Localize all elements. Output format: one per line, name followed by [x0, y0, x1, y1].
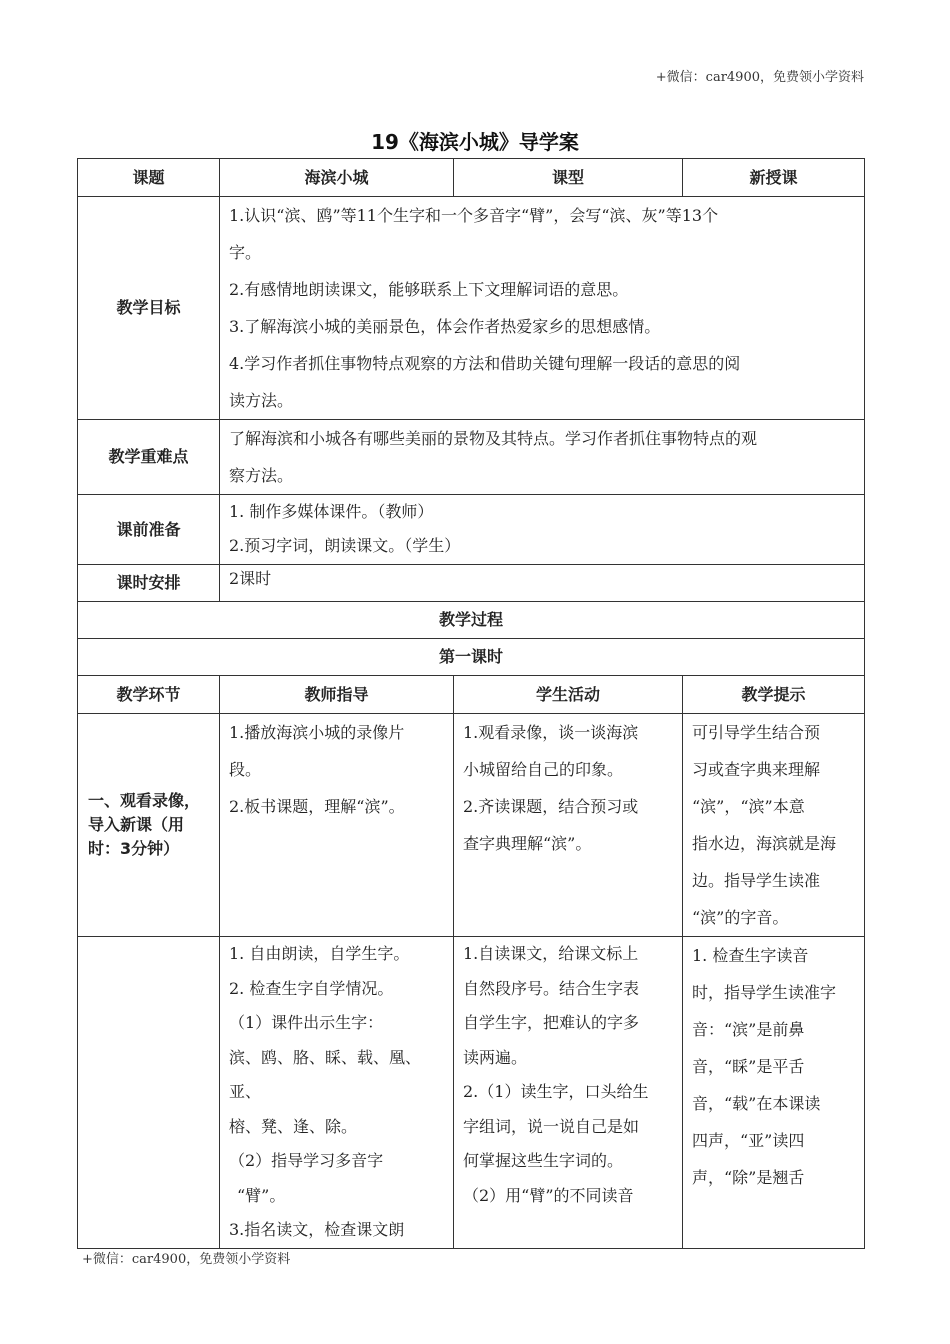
info-row — [78, 159, 865, 197]
student-line: 1.自读课文，给课文标上 — [463, 944, 639, 963]
tips-line: 音，“睬”是平舌 — [692, 1057, 805, 1076]
tips-cell — [683, 937, 865, 1249]
teacher-line: 榕、凳、逢、除。 — [229, 1116, 358, 1136]
header-note: +微信：car4900，免费领小学资料 — [655, 70, 864, 85]
teacher-cell — [220, 937, 454, 1249]
student-line: 自然段序号。结合生字表 — [463, 978, 640, 998]
column-header-student: 学生活动 — [454, 676, 683, 714]
stage-cell — [78, 714, 220, 937]
tips-line: 音，“载”在本课读 — [692, 1094, 821, 1113]
tips-line: 习或查字典来理解 — [692, 760, 821, 779]
tips-line: 四声，“亚”读四 — [692, 1131, 805, 1150]
key-points-line: 了解海滨和小城各有哪些美丽的景物及其特点。学习作者抓住事物特点的观 — [229, 429, 758, 448]
preparation-row — [78, 495, 865, 565]
student-line: 1.观看录像，谈一谈海滨 — [463, 723, 639, 742]
goals-line: 3.了解海滨小城的美丽景色，体会作者热爱家乡的思想感情。 — [229, 317, 661, 336]
teacher-line: （1）课件出示生字： — [229, 1013, 384, 1032]
tips-line: “滨”，“滨”本意 — [692, 797, 805, 816]
preparation-label: 课前准备 — [78, 495, 220, 565]
table-row — [78, 714, 865, 937]
type-value: 新授课 — [683, 159, 865, 197]
preparation-content — [220, 495, 865, 565]
student-line: 查字典理解“滨”。 — [463, 834, 592, 853]
student-line: 2.（1）读生字，口头给生 — [463, 1082, 649, 1101]
tips-line: “滨”的字音。 — [692, 908, 789, 927]
teacher-line: 滨、鸥、胳、睬、载、凰、亚、 — [229, 1047, 422, 1101]
column-header-tips: 教学提示 — [683, 676, 865, 714]
goals-line: 字。 — [229, 243, 262, 262]
type-label: 课型 — [454, 159, 683, 197]
student-line: （2）用“臂”的不同读音 — [463, 1185, 634, 1205]
student-line: 何掌握这些生字词的。 — [463, 1151, 624, 1170]
key-points-label: 教学重难点 — [78, 420, 220, 495]
process-title: 教学过程 — [78, 602, 865, 639]
student-line: 读两遍。 — [463, 1047, 528, 1067]
student-line: 小城留给自己的印象。 — [463, 760, 624, 779]
topic-value: 海滨小城 — [220, 159, 454, 197]
stage-line: 时：3分钟） — [88, 839, 180, 858]
teacher-line: 2.板书课题，理解“滨”。 — [229, 797, 405, 816]
process-title-row — [78, 602, 865, 639]
teacher-line: 1. 自由朗读，自学生字。 — [229, 944, 410, 963]
student-cell — [454, 714, 683, 937]
teacher-cell — [220, 714, 454, 937]
column-header-teacher: 教师指导 — [220, 676, 454, 714]
teacher-line: “臂”。 — [237, 1185, 286, 1205]
preparation-line: 1. 制作多媒体课件。（教师） — [229, 502, 434, 521]
tips-line: 时，指导学生读准字 — [692, 983, 837, 1002]
goals-content — [220, 197, 865, 420]
footer-note: +微信：car4900，免费领小学资料 — [82, 1252, 291, 1267]
tips-line: 声，“除”是翘舌 — [692, 1168, 805, 1187]
tips-line: 可引导学生结合预 — [692, 723, 821, 742]
goals-label: 教学目标 — [78, 197, 220, 420]
student-line: 自学生字，把难认的字多 — [463, 1013, 640, 1032]
preparation-line: 2.预习字词，朗读课文。（学生） — [229, 536, 461, 555]
teacher-line: 1.播放海滨小城的录像片 — [229, 723, 405, 742]
table-row — [78, 937, 865, 1249]
tips-line: 边。指导学生读准 — [692, 871, 821, 890]
teacher-line: 段。 — [229, 760, 262, 779]
lesson-plan-table — [77, 158, 865, 1249]
student-line: 2.齐读课题，结合预习或 — [463, 797, 639, 816]
page-title: 19《海滨小城》导学案 — [371, 130, 579, 154]
key-points-line: 察方法。 — [229, 466, 294, 485]
teacher-line: 3.指名读文，检查课文朗 — [229, 1220, 405, 1239]
tips-cell — [683, 714, 865, 937]
key-points-content — [220, 420, 865, 495]
schedule-row — [78, 565, 865, 602]
goals-line: 4.学习作者抓住事物特点观察的方法和借助关键句理解一段话的意思的阅 — [229, 354, 741, 373]
stage-line: 导入新课（用 — [88, 815, 185, 834]
topic-label: 课题 — [78, 159, 220, 197]
tips-line: 指水边，海滨就是海 — [692, 834, 837, 853]
goals-line: 读方法。 — [229, 391, 294, 410]
goals-line: 2.有感情地朗读课文，能够联系上下文理解词语的意思。 — [229, 280, 629, 299]
student-cell — [454, 937, 683, 1249]
lesson-title-row — [78, 639, 865, 676]
lesson-title: 第一课时 — [78, 639, 865, 676]
student-line: 字组词，说一说自己是如 — [463, 1116, 640, 1136]
goals-row — [78, 197, 865, 420]
schedule-label: 课时安排 — [78, 565, 220, 602]
goals-line: 1.认识“滨、鸥”等11个生字和一个多音字“臂”，会写“滨、灰”等13个 — [229, 206, 719, 225]
tips-line: 音：“滨”是前鼻 — [692, 1020, 805, 1039]
teacher-line: 2. 检查生字自学情况。 — [229, 978, 394, 998]
key-points-row — [78, 420, 865, 495]
stage-cell — [78, 937, 220, 1249]
columns-row — [78, 676, 865, 714]
teacher-line: （2）指导学习多音字 — [229, 1151, 384, 1170]
schedule-value: 2课时 — [220, 565, 865, 602]
stage-line: 一、观看录像， — [88, 791, 201, 810]
tips-line: 1. 检查生字读音 — [692, 946, 809, 965]
column-header-stage: 教学环节 — [78, 676, 220, 714]
